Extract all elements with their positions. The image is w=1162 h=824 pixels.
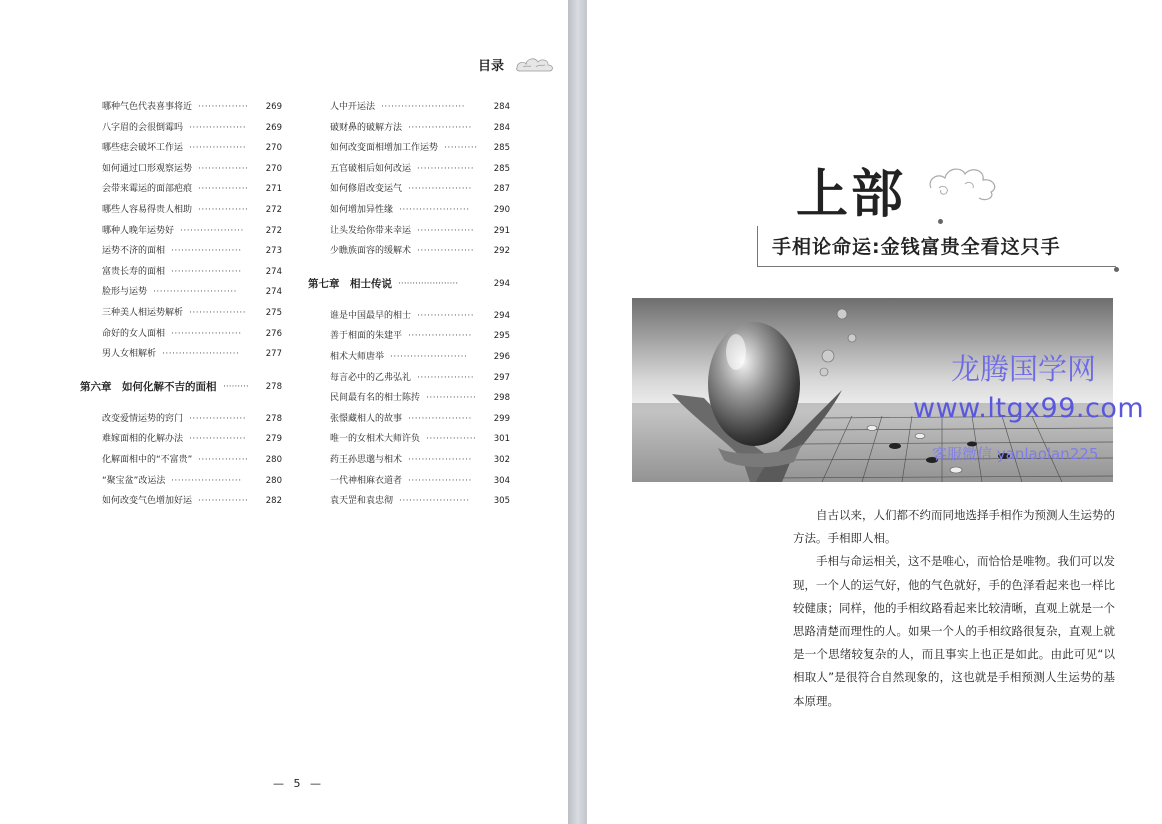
toc-leader-dots: ·················	[189, 307, 247, 318]
watermark-url: www.ltgx99.com	[913, 393, 1145, 424]
toc-leader-dots: ·················	[417, 310, 475, 321]
toc-leader-dots: ···················	[408, 454, 472, 465]
toc-entry-title: 改变爱情运势的窍门	[102, 413, 184, 424]
toc-leader-dots: ·····················	[171, 475, 242, 486]
toc-page-number: 284	[493, 102, 510, 112]
toc-leader-dots: ·········	[223, 381, 249, 392]
toc-page-number: 275	[265, 307, 282, 318]
toc-page-number: 270	[265, 163, 282, 174]
toc-entry-title: 哪种人晚年运势好	[102, 225, 175, 236]
toc-page-number: 274	[265, 287, 282, 298]
toc-entry	[308, 118, 518, 139]
toc-leader-dots: ···············	[198, 163, 249, 174]
toc-entry-title: 难嫁面相的化解办法	[102, 434, 184, 445]
toc-page-number: 282	[265, 496, 282, 507]
toc-entry-title: 第七章 相士传说	[308, 277, 392, 290]
toc-chapter-heading	[308, 262, 518, 306]
toc-entry-title: 五官破相后如何改运	[330, 163, 412, 174]
toc-entry	[80, 303, 290, 324]
toc-entry-title: 会带来霉运的面部疤痕	[102, 184, 193, 195]
toc-leader-dots: ·······················	[390, 351, 468, 362]
toc-entry-title: 哪些人容易得贵人相助	[102, 204, 193, 215]
toc-page-number: 291	[493, 225, 510, 236]
toc-leader-dots: ·················	[189, 413, 247, 424]
toc-entry	[80, 97, 290, 118]
toc-entry	[80, 429, 290, 450]
toc-entry	[308, 429, 518, 450]
toc-leader-dots: ·················	[189, 434, 247, 445]
toc-leader-dots: ·····················	[399, 204, 470, 215]
watermark-site-name: 龙腾国学网	[951, 352, 1097, 386]
toc-entry-title: 让头发给你带来幸运	[330, 225, 412, 236]
toc-entry-title: 男人女相解析	[102, 349, 157, 360]
toc-entry-title: 一代神相麻衣道者	[330, 475, 403, 486]
toc-leader-dots: ·················	[417, 163, 475, 174]
toc-page-number: 296	[493, 351, 510, 362]
toc-entry	[80, 471, 290, 492]
part-subtitle-box	[757, 226, 1116, 267]
page-number: — 5 —	[273, 777, 324, 790]
toc-page-number: 271	[265, 184, 282, 195]
toc-page-number: 295	[493, 331, 510, 342]
toc-entry	[80, 118, 290, 139]
toc-entry	[80, 159, 290, 180]
left-page-toc	[0, 0, 568, 824]
toc-page-number: 269	[265, 102, 282, 112]
toc-leader-dots: ·························	[153, 287, 238, 298]
toc-page-number: 278	[265, 381, 282, 392]
toc-leader-dots: ···············	[198, 184, 249, 195]
toc-page-number: 301	[493, 434, 510, 445]
toc-entry	[308, 159, 518, 180]
toc-leader-dots: ···············	[198, 454, 249, 465]
toc-page-number: 299	[493, 413, 510, 424]
toc-entry-title: 如何改变气色增加好运	[102, 496, 193, 507]
toc-leader-dots: ·······················	[162, 349, 240, 360]
part-title: 上部	[796, 164, 907, 225]
toc-entry	[80, 179, 290, 200]
toc-leader-dots: ·························	[381, 102, 466, 112]
toc-entry	[308, 200, 518, 221]
toc-page-number: 279	[265, 434, 282, 445]
toc-page-number: 287	[493, 184, 510, 195]
toc-entry-title: 如何通过口形观察运势	[102, 163, 193, 174]
toc-leader-dots: ··········	[444, 143, 478, 154]
toc-leader-dots: ·····················	[171, 328, 242, 339]
toc-page-number: 272	[265, 225, 282, 236]
toc-entry-title: 人中开运法	[330, 102, 376, 112]
toc-entry	[308, 409, 518, 430]
toc-leader-dots: ·················	[417, 372, 475, 383]
toc-entry-title: 袁天罡和袁忠彻	[330, 496, 394, 507]
toc-leader-dots: ·················	[189, 122, 247, 133]
toc-page-number: 269	[265, 122, 282, 133]
toc-entry	[80, 241, 290, 262]
toc-page-number: 285	[493, 143, 510, 154]
toc-page-number: 278	[265, 413, 282, 424]
toc-page-number: 284	[493, 122, 510, 133]
toc-leader-dots: ···············	[426, 434, 477, 445]
toc-page-number: 280	[265, 454, 282, 465]
toc-entry	[80, 262, 290, 283]
toc-leader-dots: ·····················	[399, 496, 470, 507]
toc-entry-title: 运势不济的面相	[102, 246, 166, 257]
toc-entry-title: 八字眉的会很倒霉吗	[102, 122, 184, 133]
toc-leader-dots: ·····················	[171, 266, 242, 277]
toc-entry	[80, 200, 290, 221]
toc-entry-title: “聚宝盆”改运法	[102, 475, 166, 486]
toc-column-2	[308, 97, 518, 512]
toc-entry	[80, 138, 290, 159]
toc-leader-dots: ·················	[417, 225, 475, 236]
toc-entry-title: 相术大师唐举	[330, 351, 385, 362]
toc-entry	[308, 491, 518, 512]
toc-leader-dots: ···················	[180, 225, 244, 236]
toc-page-number: 292	[493, 246, 510, 257]
toc-page-number: 290	[493, 204, 510, 215]
toc-page-number: 298	[493, 393, 510, 404]
toc-entry	[308, 138, 518, 159]
toc-entry	[308, 388, 518, 409]
toc-entry	[80, 344, 290, 365]
toc-entry	[80, 409, 290, 430]
part-subtitle: 手相论命运:金钱富贵全看这只手	[772, 236, 1061, 258]
toc-entry	[308, 368, 518, 389]
toc-chapter-heading	[80, 365, 290, 409]
toc-entry	[308, 306, 518, 327]
page-gutter	[568, 0, 587, 824]
toc-entry-title: 破财鼻的破解方法	[330, 122, 403, 133]
toc-leader-dots: ·················	[189, 143, 247, 154]
toc-entry	[308, 221, 518, 242]
toc-page-number: 305	[493, 496, 510, 507]
toc-entry-title: 药王孙思邈与相术	[330, 454, 403, 465]
toc-entry-title: 命好的女人面相	[102, 328, 166, 339]
toc-leader-dots: ···················	[408, 122, 472, 133]
toc-entry	[308, 326, 518, 347]
toc-entry-title: 少瞧族面容的缓解术	[330, 246, 412, 257]
toc-entry	[308, 97, 518, 118]
toc-page-number: 285	[493, 163, 510, 174]
toc-page-number: 270	[265, 143, 282, 154]
toc-entry-title: 唯一的女相术大师许负	[330, 434, 421, 445]
toc-entry	[308, 241, 518, 262]
toc-entry-title: 每言必中的乙弗弘礼	[330, 372, 412, 383]
toc-leader-dots: ·····················	[398, 278, 459, 289]
toc-page-number: 294	[493, 278, 510, 289]
toc-entry-title: 哪种气色代表喜事将近	[102, 102, 193, 112]
toc-leader-dots: ···················	[408, 475, 472, 486]
toc-leader-dots: ···················	[408, 331, 472, 342]
toc-page-number: 280	[265, 475, 282, 486]
toc-leader-dots: ···············	[198, 496, 249, 507]
toc-page-number: 304	[493, 475, 510, 486]
toc-entry-title: 如何修眉改变运气	[330, 184, 403, 195]
toc-leader-dots: ···················	[408, 413, 472, 424]
toc-entry-title: 如何改变面相增加工作运势	[330, 143, 439, 154]
toc-leader-dots: ···············	[426, 393, 477, 404]
toc-entry-title: 张憬藏相人的故事	[330, 413, 403, 424]
toc-entry-title: 如何增加异性缘	[330, 204, 394, 215]
toc-entry	[308, 347, 518, 368]
toc-entry	[80, 324, 290, 345]
toc-page-number: 294	[493, 310, 510, 321]
toc-entry	[308, 179, 518, 200]
paragraph: 手相与命运相关，这不是唯心，而恰恰是唯物。我们可以发现，一个人的运气好，他的气色就好，手的色泽看起来也一样比较健康；同样，他的手相纹路看起来比较清晰，直观上就是一个思路清楚而理性的人。如果一个人的手相纹路很复杂，直观上就是一个思绪较复杂的人，而且事实上也正是如此。由此可见“以相取人”是很符合自然现象的，这也就是手相预测人生运势的基本原理。	[793, 554, 1115, 708]
toc-entry	[80, 450, 290, 471]
toc-leader-dots: ···············	[198, 204, 249, 215]
toc-page-number: 277	[265, 349, 282, 360]
toc-page-number: 274	[265, 266, 282, 277]
toc-leader-dots: ···················	[408, 184, 472, 195]
toc-entry-title: 善于相面的朱建平	[330, 331, 403, 342]
toc-page-number: 272	[265, 204, 282, 215]
toc-entry-title: 第六章 如何化解不吉的面相	[80, 380, 217, 393]
toc-entry-title: 谁是中国最早的相士	[330, 310, 412, 321]
toc-column-1	[80, 97, 290, 512]
toc-leader-dots: ···············	[198, 102, 249, 112]
toc-entry-title: 民间最有名的相士陈抟	[330, 393, 421, 404]
toc-leader-dots: ·················	[417, 246, 475, 257]
paragraph: 自古以来，人们都不约而同地选择手相作为预测人生运势的方法。手相即人相。	[793, 508, 1115, 546]
toc-entry	[308, 471, 518, 492]
toc-page-number: 302	[493, 454, 510, 465]
running-head: 目录	[478, 59, 505, 74]
toc-entry	[80, 282, 290, 303]
right-page-part-opener	[587, 0, 1162, 824]
body-text	[793, 504, 1115, 713]
watermark-contact: 客服微信 yanlaolan225	[932, 445, 1099, 463]
toc-entry-title: 三种美人相运势解析	[102, 307, 184, 318]
toc-page-number: 276	[265, 328, 282, 339]
toc-leader-dots: ·····················	[171, 246, 242, 257]
toc-entry-title: 哪些痣会破坏工作运	[102, 143, 184, 154]
toc-page-number: 297	[493, 372, 510, 383]
toc-entry	[80, 491, 290, 512]
toc-entry	[308, 450, 518, 471]
toc-entry	[80, 221, 290, 242]
cloud-ornament-icon	[514, 52, 556, 74]
toc-entry-title: 化解面相中的“不富贵”	[102, 454, 193, 465]
swirl-cloud-icon	[925, 158, 1005, 208]
decorative-dot	[1114, 267, 1119, 272]
toc-entry-title: 脸形与运势	[102, 287, 148, 298]
decorative-dot	[938, 219, 943, 224]
toc-entry-title: 富贵长寿的面相	[102, 266, 166, 277]
toc-page-number: 273	[265, 246, 282, 257]
